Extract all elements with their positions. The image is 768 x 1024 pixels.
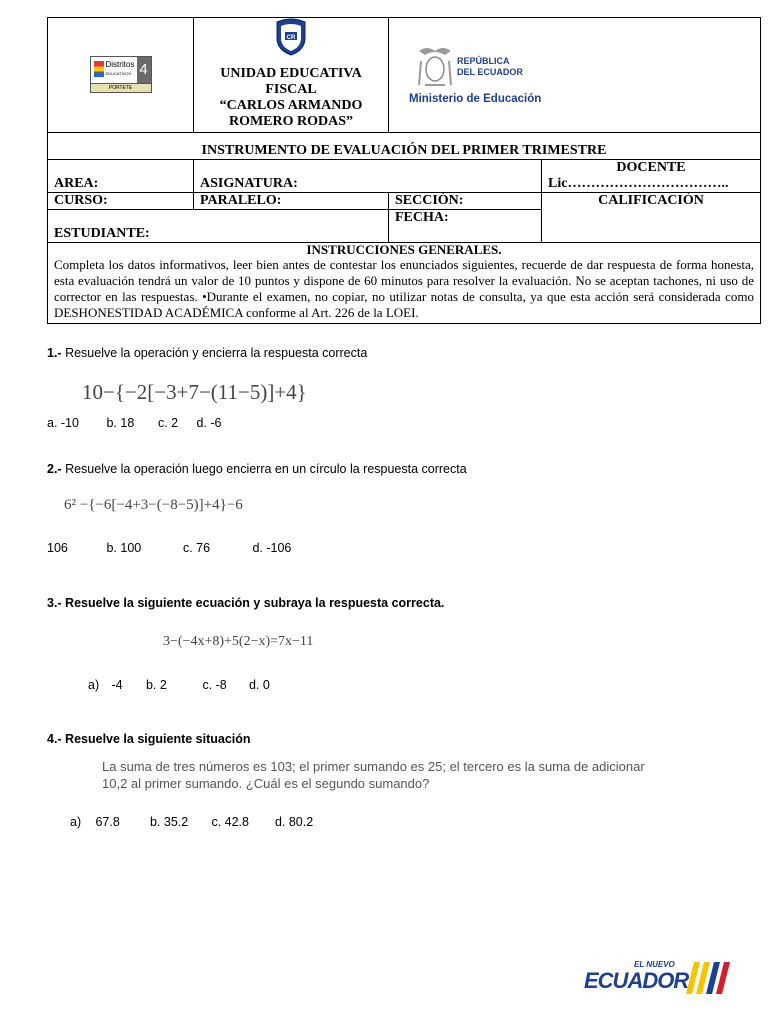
school-line2: “CARLOS ARMANDO ROMERO RODAS” xyxy=(219,98,363,129)
option-3a[interactable]: -4 xyxy=(111,678,123,692)
docente-cell xyxy=(542,160,761,193)
question-2 xyxy=(47,462,467,476)
republic-line1: REPÚBLICA xyxy=(457,56,510,66)
svg-text:CR: CR xyxy=(286,35,296,41)
curso-label: CURSO: xyxy=(48,193,194,210)
ecuador-coat-of-arms-icon xyxy=(415,45,455,89)
seccion-label: SECCIÓN: xyxy=(389,193,542,210)
distritos-logo-cell xyxy=(48,18,194,133)
estudiante-label: ESTUDIANTE: xyxy=(48,210,389,243)
question-3: 3.- Resuelve la siguiente ecuación y subraya la respuesta correcta. xyxy=(47,596,445,610)
option-4a[interactable]: 67.8 xyxy=(95,815,120,829)
option-4-prefix: a) xyxy=(70,815,82,829)
option-2d[interactable]: d. -106 xyxy=(252,541,292,555)
option-2c[interactable]: c. 76 xyxy=(182,541,211,555)
question-4-problem xyxy=(102,758,645,792)
flag-stripes-icon xyxy=(686,962,732,998)
el-nuevo-ecuador-logo xyxy=(584,960,734,1000)
option-1d[interactable]: d. -6 xyxy=(196,416,222,430)
option-2b[interactable]: b. 100 xyxy=(106,541,142,555)
school-shield-icon xyxy=(275,18,307,56)
fecha-label: FECHA: xyxy=(389,210,542,243)
republic-line2: DEL ECUADOR xyxy=(457,67,523,77)
option-1b[interactable]: b. 18 xyxy=(106,416,135,430)
ministry-name: Ministerio de Educación xyxy=(409,93,542,105)
option-3d[interactable]: d. 0 xyxy=(248,678,270,692)
area-label: AREA: xyxy=(48,160,194,193)
instrument-title: INSTRUMENTO DE EVALUACIÓN DEL PRIMER TRIMESTRE xyxy=(48,133,761,160)
instructions-cell xyxy=(48,243,761,324)
calificacion-label: CALIFICACIÓN xyxy=(542,193,761,243)
question-2-number: 2.- xyxy=(47,462,62,476)
question-2-expression: 6² −{−6[−4+3−(−8−5)]+4}−6 xyxy=(64,497,243,513)
question-1-text: Resuelve la operación y encierra la respuesta correcta xyxy=(61,346,368,360)
asignatura-label: ASIGNATURA: xyxy=(194,160,542,193)
school-line1: UNIDAD EDUCATIVA FISCAL xyxy=(220,66,362,97)
question-3-options xyxy=(88,678,270,692)
option-4b[interactable]: b. 35.2 xyxy=(149,815,189,829)
option-3-prefix: a) xyxy=(88,678,100,692)
option-4c[interactable]: c. 42.8 xyxy=(211,815,249,829)
logo-main-text: ECUADOR xyxy=(584,968,689,993)
question-4: 4.- Resuelve la siguiente situación xyxy=(47,732,251,746)
question-1 xyxy=(47,346,367,360)
question-3-expression: 3−(−4x+8)+5(2−x)=7x−11 xyxy=(163,634,314,649)
question-4-problem-line2: 10,2 al primer sumando. ¿Cuál es el segundo sumando? xyxy=(102,776,430,791)
question-2-options xyxy=(47,541,291,555)
question-4-problem-line1: La suma de tres números es 103; el primer sumando es 25; el tercero es la suma de adicionar xyxy=(102,759,645,774)
option-2a[interactable]: 106 xyxy=(47,541,68,555)
school-name-cell xyxy=(194,18,389,133)
option-1c[interactable]: c. 2 xyxy=(157,416,179,430)
logo-top-text: EL NUEVO xyxy=(634,960,675,969)
lic-field: Lic…………………………….. xyxy=(548,176,729,191)
docente-label: DOCENTE xyxy=(616,160,686,175)
question-2-text: Resuelve la operación luego encierra en un círculo la respuesta correcta xyxy=(61,462,467,476)
question-4-options xyxy=(70,815,313,829)
option-4d[interactable]: d. 80.2 xyxy=(274,815,314,829)
header-table xyxy=(47,17,761,324)
question-1-expression: 10−{−2[−3+7−(11−5)]+4} xyxy=(82,380,307,404)
question-1-options xyxy=(47,416,221,430)
distritos-logo: Distritos EDUCATIVOS 4 PORTETE xyxy=(90,56,152,93)
option-3c[interactable]: c. -8 xyxy=(202,678,227,692)
option-1a[interactable]: a. -10 xyxy=(47,416,79,430)
question-1-number: 1.- xyxy=(47,346,62,360)
ministry-cell xyxy=(389,18,761,133)
paralelo-label: PARALELO: xyxy=(194,193,389,210)
option-3b[interactable]: b. 2 xyxy=(145,678,167,692)
instructions-text: Completa los datos informativos, leer bien antes de contestar los enunciados siguientes, recuerde de dar respuesta de forma honesta, esta evaluación tendrá un valor de 10 puntos y dispone de 60 minutos para resolver la evaluación. No se aceptan tachones, ni uso de corrector en las respuestas. •Durante el examen, no copiar, no utilizar notas de consulta, ya que esta acción será considerada como DESHONESTIDAD ACADÉMICA conforme al Art. 226 de la LOEI. xyxy=(54,257,754,320)
instructions-title: INSTRUCCIONES GENERALES. xyxy=(306,242,502,257)
